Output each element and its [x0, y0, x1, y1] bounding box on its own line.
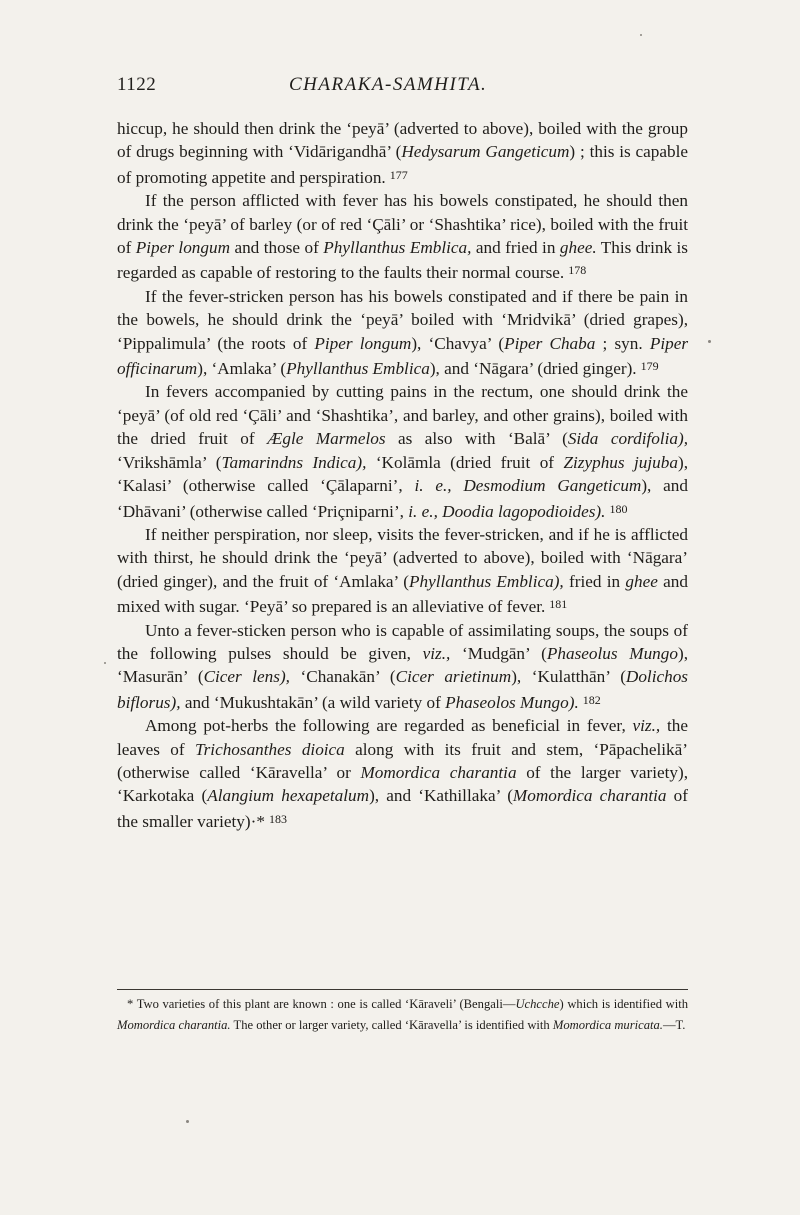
italic-text-segment: Phyllanthus Emblica,: [323, 238, 472, 258]
italic-text-segment: Phyllanthus Emblica: [286, 359, 430, 379]
paragraph: [117, 523, 688, 619]
text-segment: and ‘Mukushtakān’ (a wild variety of: [180, 692, 446, 712]
italic-text-segment: Sida cordifolia),: [567, 429, 689, 449]
text-segment: ), and ‘Kathillaka’ (: [369, 786, 513, 806]
text-segment: * Two varieties of this plant are known : one is called ‘Kāraveli’ (Bengali—: [127, 997, 516, 1011]
verse-number: 178: [568, 263, 587, 278]
text-segment: In fevers accompanied by cutting pains in the rectum, one should drink the ‘peyā’ (of old red ‘Çāli’ and ‘Shashtika’, and barley, and other grains), boiled with the dried fruit of: [117, 382, 688, 449]
paragraph: [117, 117, 688, 189]
text-segment: ) which is identified with: [559, 997, 689, 1011]
italic-text-segment: Ægle Marmelos: [267, 429, 386, 449]
text-segment: ‘Mudgān’ (: [450, 643, 547, 663]
text-segment: ), ‘Masurān’ (: [117, 643, 688, 687]
italic-text-segment: i. e., Desmodium Gangeticum: [414, 476, 642, 496]
running-title: CHARAKA-SAMHITA.: [289, 74, 488, 95]
verse-number: 182: [582, 692, 601, 707]
italic-text-segment: Uchcche: [515, 997, 560, 1011]
text-segment: ), ‘Chavya’ (: [411, 333, 505, 353]
italic-text-segment: Piper longum: [135, 238, 230, 258]
italic-text-segment: Piper longum: [314, 333, 412, 353]
italic-text-segment: viz.,: [632, 716, 661, 736]
verse-number: 179: [640, 359, 659, 374]
italic-text-segment: Tamarindns Indica),: [221, 452, 367, 472]
italic-text-segment: Dolichos biflorus),: [117, 667, 688, 712]
text-segment: Unto a fever-sticken person who is capable of assimilating soups, the soups of the following pulses should be given,: [117, 620, 688, 663]
footnote: [117, 994, 688, 1035]
italic-text-segment: ghee.: [559, 238, 597, 258]
text-segment: as also with ‘Balā’ (: [385, 429, 568, 449]
text-segment: Among pot-herbs the following are regarded as beneficial in fever,: [145, 716, 633, 736]
text-segment: If the fever-stricken person has his bowels constipated and if there be pain in the bowels, he should drink the ‘peyā’ boiled with ‘Mridvikā’ (dried grapes), ‘Pippalimula’ (the roots of: [117, 286, 688, 353]
text-segment: If the person afflicted with fever has his bowels constipated, he should then drink the ‘peyā’ of barley (or of red ‘Çāli’ or ‘Shashtika’ rice), boiled with the fruit of: [117, 191, 688, 258]
text-segment: ), ‘Kulatthān’ (: [511, 667, 626, 687]
italic-text-segment: ghee: [625, 571, 658, 591]
italic-text-segment: Phaseolos Mungo).: [445, 692, 579, 712]
verse-number: 177: [389, 167, 408, 182]
italic-text-segment: Momordica charantia: [360, 762, 517, 782]
paper-speck: [186, 1120, 189, 1123]
italic-text-segment: Phaseolus Mungo: [546, 643, 678, 663]
text-segment: the leaves of: [117, 716, 688, 759]
paper-speck: [104, 662, 106, 664]
italic-text-segment: Alangium hexapetalum: [207, 786, 370, 806]
text-segment: ), ‘Kalasi’ (otherwise called ‘Çālaparni’,: [117, 452, 688, 496]
verse-number: 183: [268, 811, 287, 826]
text-segment: If neither perspiration, nor sleep, visits the fever-stricken, and if he is afflicted with thirst, he should drink the ‘peyā’ (adverted to above), boiled with ‘Nāgara’ (dried ginger), and the fruit of ‘Amlaka’ (: [117, 524, 688, 591]
text-segment: and mixed with sugar. ‘Peyā’ so prepared is an alleviative of fever.: [117, 571, 688, 617]
paragraph: [117, 285, 688, 381]
italic-text-segment: Phyllanthus Emblica),: [409, 571, 564, 591]
text-segment: The other or larger variety, called ‘Kāravella’ is identified with: [230, 1017, 553, 1032]
verse-number: 181: [549, 597, 568, 612]
italic-text-segment: Piper officinarum: [117, 333, 689, 379]
text-segment: ‘Kolāmla (dried fruit of: [366, 452, 564, 472]
text-segment: ), and ‘Nāgara’ (dried ginger).: [429, 359, 637, 379]
paragraph: [117, 619, 688, 715]
page-header: [117, 74, 687, 104]
italic-text-segment: Hedysarum Gangeticum: [401, 142, 570, 162]
text-segment: ), and ‘Dhāvani’ (otherwise called ‘Priçniparni’,: [117, 476, 688, 521]
text-segment: and those of: [230, 238, 324, 258]
italic-text-segment: Momordica charantia: [512, 786, 667, 806]
paper-speck: [640, 34, 642, 36]
italic-text-segment: Momordica muricata.: [552, 1017, 663, 1032]
text-segment: of the smaller variety)·*: [117, 786, 688, 831]
text-segment: of the larger variety), ‘Karkotaka (: [117, 762, 688, 806]
paragraph: [117, 189, 688, 285]
paper-speck: [708, 340, 711, 343]
italic-text-segment: i. e., Doodia lagopodioides).: [408, 501, 606, 521]
text-segment: fried in: [563, 571, 626, 591]
text-segment: ‘Chanakān’ (: [289, 667, 396, 687]
main-text: [117, 117, 688, 833]
text-segment: ‘Vrikshāmla’ (: [117, 452, 222, 472]
verse-number: 180: [609, 501, 628, 516]
text-segment: —T.: [662, 1017, 686, 1032]
paragraph: [117, 380, 688, 522]
italic-text-segment: Momordica charantia.: [117, 1017, 231, 1032]
footnote-text: [117, 994, 688, 1035]
italic-text-segment: Zizyphus jujuba: [563, 452, 678, 472]
italic-text-segment: Cicer arietinum: [395, 667, 512, 687]
text-segment: along with its fruit and stem, ‘Pāpachelikā’ (otherwise called ‘Kāravella’ or: [117, 739, 688, 782]
text-segment: hiccup, he should then drink the ‘peyā’ (adverted to above), boiled with the group of drugs beginning with ‘Vidārigandhā’ (: [117, 119, 688, 162]
paragraph: [117, 714, 688, 833]
text-segment: and fried in: [471, 238, 560, 258]
italic-text-segment: Cicer lens),: [203, 667, 290, 687]
italic-text-segment: Piper Chaba: [504, 333, 596, 353]
text-segment: ), ‘Amlaka’ (: [197, 359, 287, 379]
text-segment: ) ; this is capable of promoting appetite and perspiration.: [117, 142, 688, 187]
page-number: 1122: [117, 74, 157, 95]
text-segment: This drink is regarded as capable of restoring to the faults their normal course.: [117, 238, 688, 283]
footnote-rule: [117, 989, 688, 990]
text-segment: ; syn.: [595, 333, 650, 353]
italic-text-segment: Trichosanthes dioica: [195, 739, 345, 759]
italic-text-segment: viz.,: [422, 643, 451, 663]
